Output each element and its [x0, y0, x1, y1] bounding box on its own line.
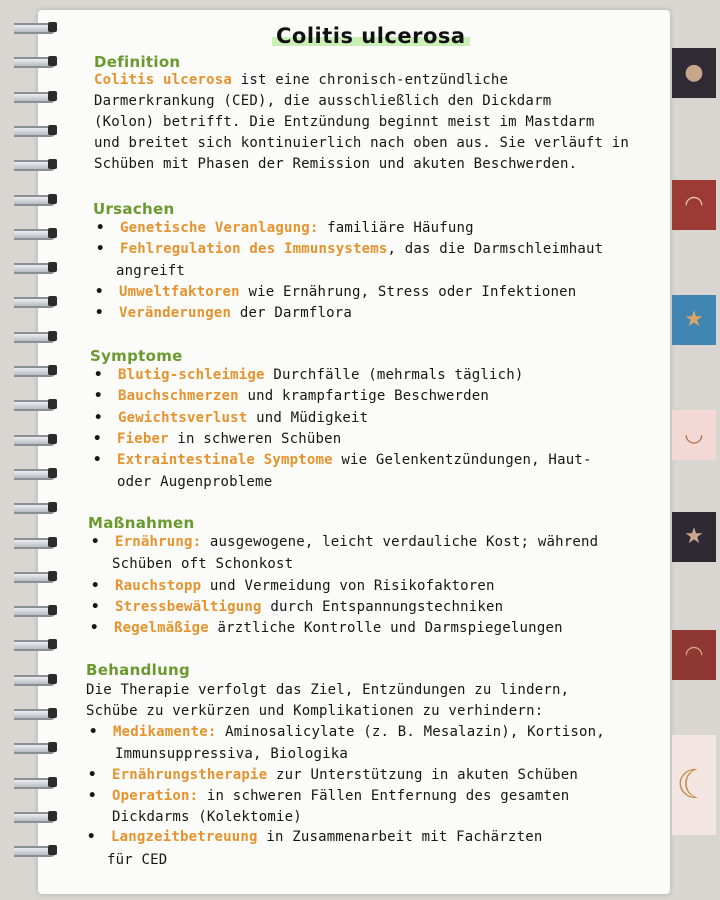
spiral-binding: [14, 22, 70, 882]
heading-massnahmen: Maßnahmen: [88, 514, 195, 532]
spiral-ring: [14, 125, 60, 135]
list-item: • Umweltfaktoren wie Ernährung, Stress oder Infektionen: [119, 282, 576, 303]
bullet: •: [96, 220, 105, 236]
list-item-continuation: Schüben oft Schonkost: [112, 556, 294, 572]
list-item: • Operation: in schweren Fällen Entfernung des gesamten: [112, 786, 569, 807]
bullet: •: [91, 534, 100, 550]
bullet: •: [88, 788, 97, 804]
heading-behandlung: Behandlung: [86, 661, 191, 679]
behandlung-intro: Die Therapie verfolgt das Ziel, Entzündungen zu lindern, Schübe zu verkürzen und Komplikationen zu verhindern:: [86, 682, 570, 719]
spiral-ring: [14, 777, 60, 787]
bullet: •: [94, 388, 103, 404]
crescent-icon: ◡: [684, 422, 704, 447]
spiral-ring: [14, 845, 60, 855]
definition-paragraph: Colitis ulcerosa ist eine chronisch-entzündliche Darmerkrankung (CED), die ausschließlich den Dickdarm (Kolon) betrifft. Die Entzündung beginnt meist im Mastdarm und breitet sich kontinuierlich nach oben aus. Sie verläuft in Schüben mit Phasen der Remission und akuten Beschwerden.: [94, 72, 629, 172]
rainbow-icon: ◠: [684, 642, 704, 667]
list-item: • Extraintestinale Symptome wie Gelenkentzündungen, Haut-: [117, 450, 592, 471]
list-item: • Gewichtsverlust und Müdigkeit: [118, 408, 368, 429]
list-item-continuation: für CED: [107, 852, 168, 868]
list-item: • Veränderungen der Darmflora: [119, 303, 352, 324]
spiral-ring: [14, 159, 60, 169]
page-title: Colitis ulcerosa: [272, 24, 470, 48]
list-item: • Blutig-schleimige Durchfälle (mehrmals täglich): [118, 365, 524, 386]
heading-definition: Definition: [94, 53, 181, 71]
tab-moon[interactable]: [672, 735, 716, 835]
list-item-continuation: oder Augenprobleme: [117, 474, 273, 490]
spiral-ring: [14, 331, 60, 341]
bullet: •: [90, 620, 99, 636]
spiral-ring: [14, 296, 60, 306]
spiral-ring: [14, 262, 60, 272]
spiral-ring: [14, 537, 60, 547]
list-item-continuation: angreift: [116, 263, 186, 279]
list-item-continuation: Immunsuppressiva, Biologika: [115, 746, 348, 762]
star-icon: ★: [684, 307, 704, 332]
list-item: • Ernährung: ausgewogene, leicht verdauliche Kost; während: [115, 532, 598, 553]
spiral-ring: [14, 708, 60, 718]
bullet: •: [87, 829, 96, 845]
tab-rainbow-dark[interactable]: [672, 630, 716, 680]
bullet: •: [95, 284, 104, 300]
spiral-ring: [14, 194, 60, 204]
spiral-ring: [14, 22, 60, 32]
list-item: • Fieber in schweren Schüben: [117, 429, 341, 450]
spiral-ring: [14, 639, 60, 649]
bullet: •: [94, 367, 103, 383]
bullet: •: [96, 241, 105, 257]
spiral-ring: [14, 502, 60, 512]
list-item: • Regelmäßige ärztliche Kontrolle und Darmspiegelungen: [114, 618, 563, 639]
rainbow-icon: ◠: [684, 192, 704, 217]
spiral-ring: [14, 399, 60, 409]
spiral-ring: [14, 228, 60, 238]
heading-ursachen: Ursachen: [93, 200, 175, 218]
spiral-ring: [14, 91, 60, 101]
bullet: •: [91, 599, 100, 615]
tab-rainbow[interactable]: [672, 180, 716, 230]
spiral-ring: [14, 365, 60, 375]
tab-crescent[interactable]: [672, 410, 716, 460]
bullet: •: [95, 305, 104, 321]
spiral-ring: [14, 434, 60, 444]
spiral-ring: [14, 571, 60, 581]
list-item: • Bauchschmerzen und krampfartige Beschwerden: [118, 386, 489, 407]
bullet: •: [94, 410, 103, 426]
bullet: •: [88, 767, 97, 783]
spiral-ring: [14, 468, 60, 478]
bullet: •: [93, 431, 102, 447]
circle-icon: ●: [684, 60, 704, 85]
spiral-ring: [14, 674, 60, 684]
bullet: •: [91, 578, 100, 594]
tab-star[interactable]: [672, 295, 716, 345]
spiral-ring: [14, 605, 60, 615]
crescent-icon: ☾: [676, 762, 712, 808]
index-tabs: [666, 0, 720, 900]
list-item-continuation: Dickdarms (Kolektomie): [112, 809, 302, 825]
star-icon: ★: [684, 524, 704, 549]
list-item: • Langzeitbetreuung in Zusammenarbeit mit Fachärzten: [111, 827, 542, 848]
keyword: Colitis ulcerosa: [94, 72, 233, 88]
heading-symptome: Symptome: [90, 347, 183, 365]
bullet: •: [89, 724, 98, 740]
spiral-ring: [14, 811, 60, 821]
list-item: • Stressbewältigung durch Entspannungstechniken: [115, 597, 503, 618]
list-item: • Genetische Veranlagung: familiäre Häufung: [120, 218, 474, 239]
list-item: • Ernährungstherapie zur Unterstützung in akuten Schüben: [112, 765, 578, 786]
spiral-ring: [14, 56, 60, 66]
list-item: • Fehlregulation des Immunsystems, das die Darmschleimhaut: [120, 239, 603, 260]
spiral-ring: [14, 742, 60, 752]
list-item: • Rauchstopp und Vermeidung von Risikofaktoren: [115, 576, 495, 597]
tab-star-dark[interactable]: [672, 512, 716, 562]
tab-circle[interactable]: [672, 48, 716, 98]
bullet: •: [93, 452, 102, 468]
list-item: • Medikamente: Aminosalicylate (z. B. Mesalazin), Kortison,: [113, 722, 605, 743]
